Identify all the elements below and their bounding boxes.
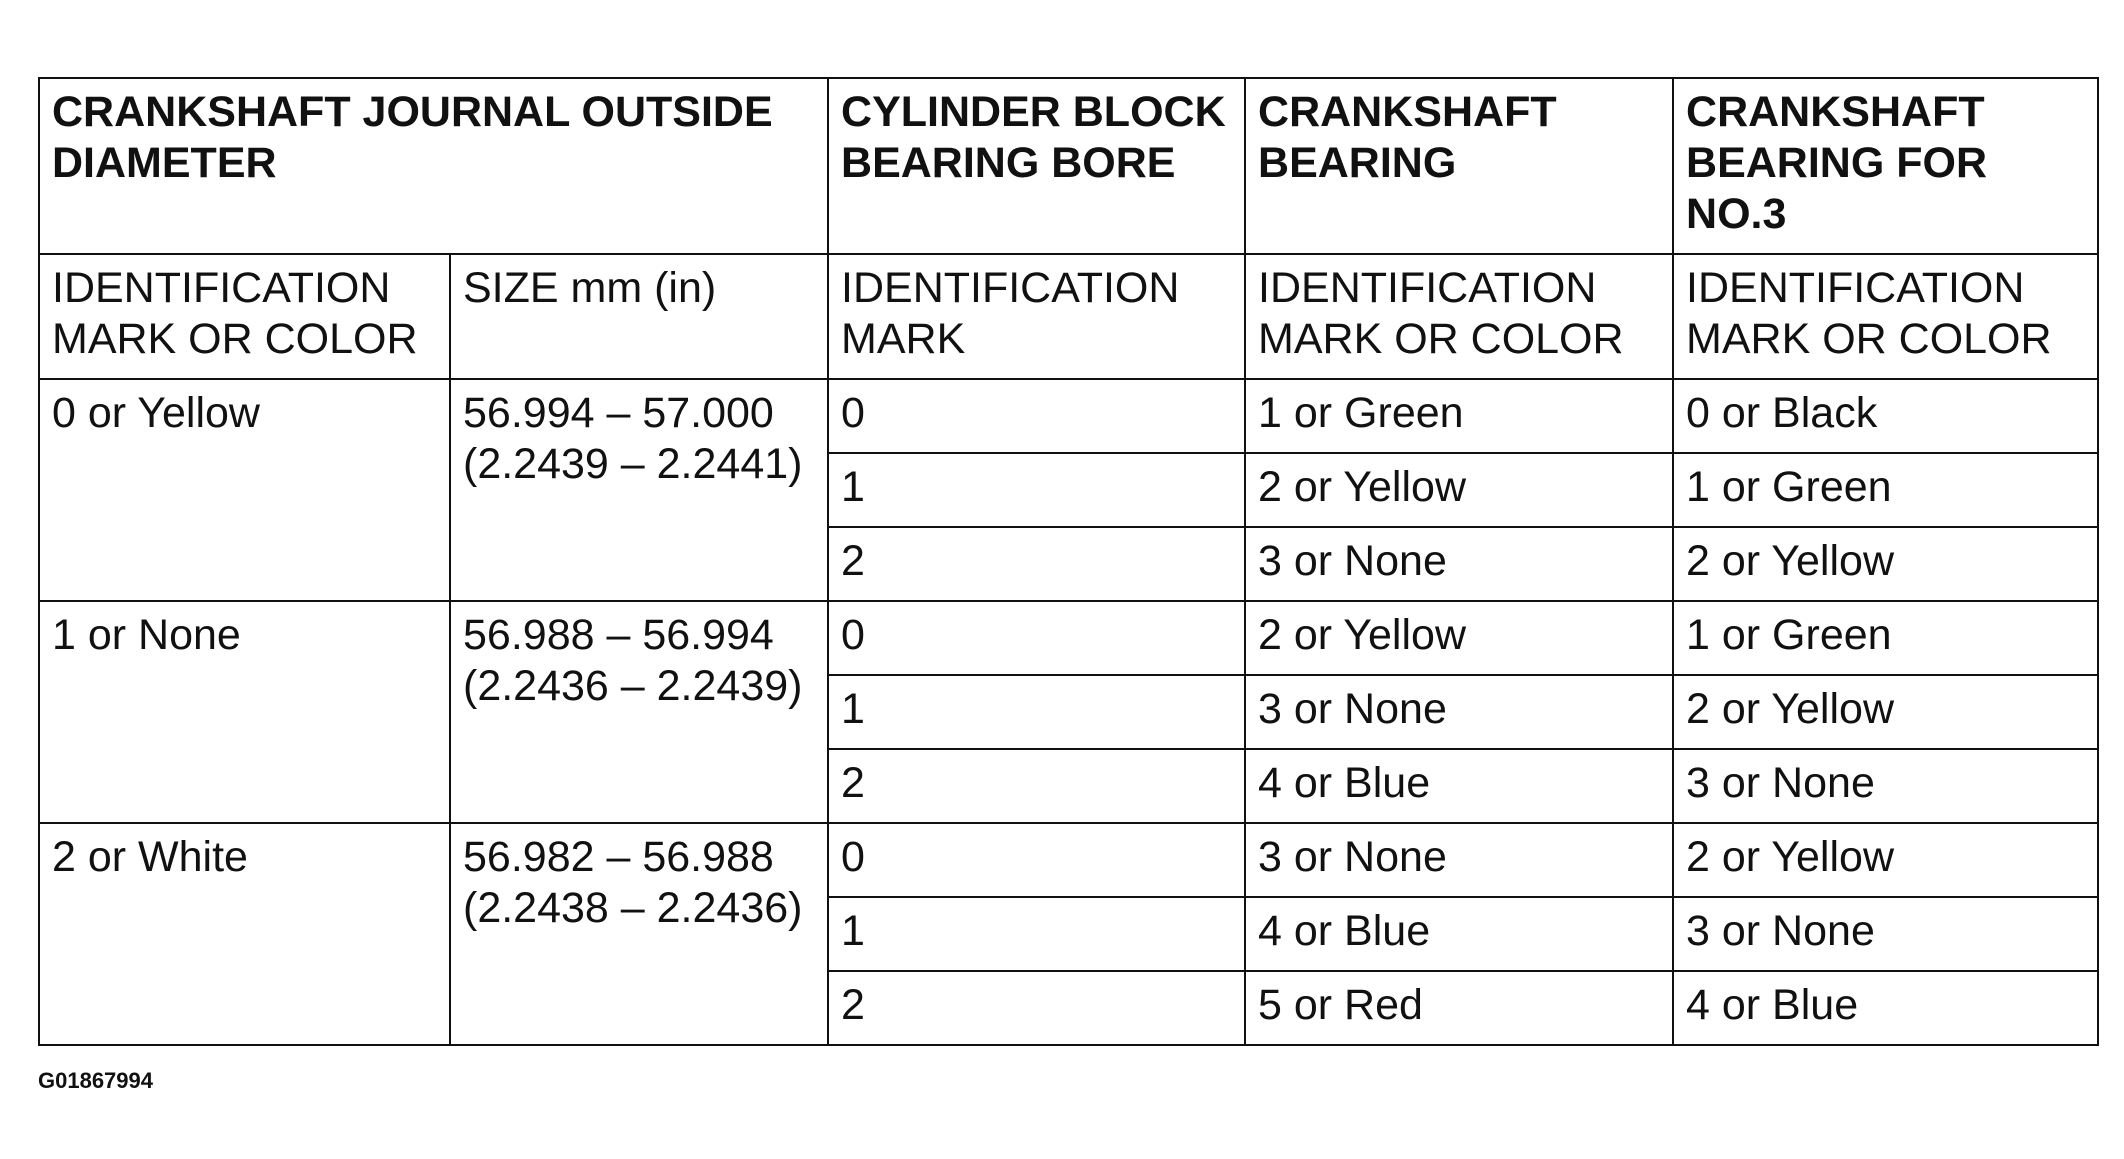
bore-mark-cell: 2 bbox=[828, 527, 1245, 601]
bore-mark-cell: 1 bbox=[828, 675, 1245, 749]
figure-id: G01867994 bbox=[38, 1068, 153, 1093]
header-crankshaft-bearing-no3: CRANKSHAFT BEARING FOR NO.3 bbox=[1673, 78, 2098, 254]
header-crankshaft-bearing: CRANKSHAFT BEARING bbox=[1245, 78, 1673, 254]
journal-mark-cell: 1 or None bbox=[39, 601, 450, 823]
bore-mark-cell: 1 bbox=[828, 897, 1245, 971]
bore-mark-cell: 0 bbox=[828, 823, 1245, 897]
subheader-bearing-no3-mark: IDENTIFICATION MARK OR COLOR bbox=[1673, 254, 2098, 379]
subheader-bearing-mark: IDENTIFICATION MARK OR COLOR bbox=[1245, 254, 1673, 379]
bearing-no3-mark-cell: 3 or None bbox=[1673, 897, 2098, 971]
header-journal-outside-diameter: CRANKSHAFT JOURNAL OUTSIDE DIAMETER bbox=[39, 78, 828, 254]
table-row bbox=[39, 601, 2098, 675]
journal-mark-cell: 0 or Yellow bbox=[39, 379, 450, 601]
bearing-mark-cell: 4 or Blue bbox=[1245, 897, 1673, 971]
bearing-mark-cell: 2 or Yellow bbox=[1245, 453, 1673, 527]
bore-mark-cell: 2 bbox=[828, 971, 1245, 1045]
journal-size-cell: 56.994 – 57.000 (2.2439 – 2.2441) bbox=[450, 379, 828, 601]
bearing-selection-table bbox=[38, 77, 2099, 1046]
subheader-journal-mark: IDENTIFICATION MARK OR COLOR bbox=[39, 254, 450, 379]
bearing-no3-mark-cell: 4 or Blue bbox=[1673, 971, 2098, 1045]
bearing-no3-mark-cell: 3 or None bbox=[1673, 749, 2098, 823]
bearing-no3-mark-cell: 1 or Green bbox=[1673, 601, 2098, 675]
bearing-no3-mark-cell: 2 or Yellow bbox=[1673, 527, 2098, 601]
bearing-no3-mark-cell: 0 or Black bbox=[1673, 379, 2098, 453]
journal-size-cell: 56.988 – 56.994 (2.2436 – 2.2439) bbox=[450, 601, 828, 823]
bearing-mark-cell: 3 or None bbox=[1245, 823, 1673, 897]
bearing-mark-cell: 3 or None bbox=[1245, 527, 1673, 601]
header-cylinder-block-bearing-bore: CYLINDER BLOCK BEARING BORE bbox=[828, 78, 1245, 254]
bore-mark-cell: 0 bbox=[828, 601, 1245, 675]
table-row bbox=[39, 823, 2098, 897]
bearing-no3-mark-cell: 2 or Yellow bbox=[1673, 823, 2098, 897]
bore-mark-cell: 2 bbox=[828, 749, 1245, 823]
bearing-no3-mark-cell: 2 or Yellow bbox=[1673, 675, 2098, 749]
header-row bbox=[39, 78, 2098, 254]
subheader-journal-size: SIZE mm (in) bbox=[450, 254, 828, 379]
bearing-mark-cell: 1 or Green bbox=[1245, 379, 1673, 453]
bearing-mark-cell: 4 or Blue bbox=[1245, 749, 1673, 823]
bearing-mark-cell: 5 or Red bbox=[1245, 971, 1673, 1045]
bore-mark-cell: 1 bbox=[828, 453, 1245, 527]
bearing-mark-cell: 2 or Yellow bbox=[1245, 601, 1673, 675]
journal-size-cell: 56.982 – 56.988 (2.2438 – 2.2436) bbox=[450, 823, 828, 1045]
bore-mark-cell: 0 bbox=[828, 379, 1245, 453]
subheader-bore-mark: IDENTIFICATION MARK bbox=[828, 254, 1245, 379]
bearing-mark-cell: 3 or None bbox=[1245, 675, 1673, 749]
subheader-row bbox=[39, 254, 2098, 379]
table-row bbox=[39, 379, 2098, 453]
journal-mark-cell: 2 or White bbox=[39, 823, 450, 1045]
bearing-no3-mark-cell: 1 or Green bbox=[1673, 453, 2098, 527]
